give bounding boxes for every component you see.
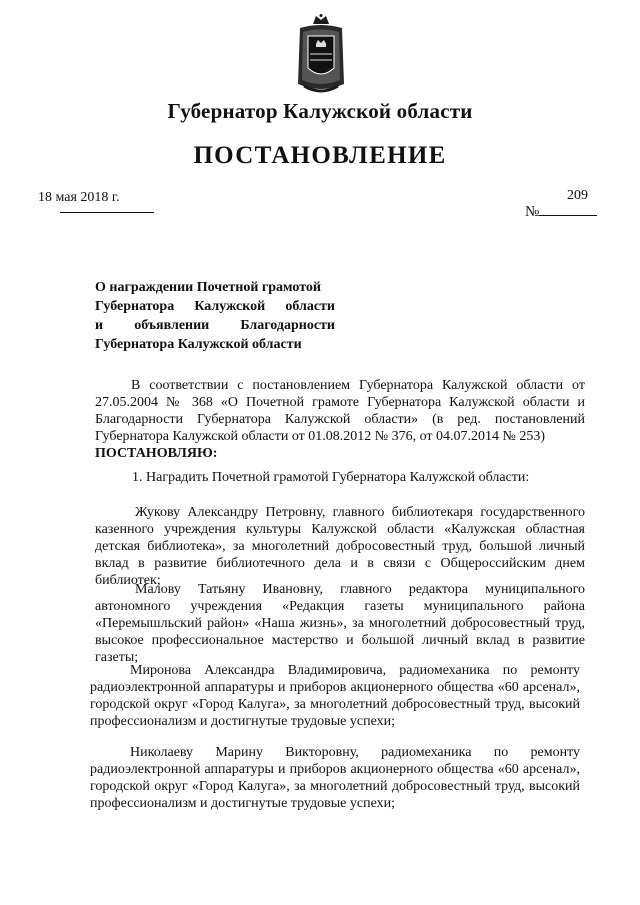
decree-word: ПОСТАНОВЛЯЮ: [95, 446, 218, 461]
item-1-heading: 1. Наградить Почетной грамотой Губернатора Калужской области: [132, 470, 530, 485]
document-type-title: ПОСТАНОВЛЕНИЕ [193, 142, 447, 169]
document-date-block [38, 190, 154, 213]
subject-word: Благодарности [240, 318, 335, 333]
subject-word: области [285, 299, 335, 314]
awardee-entry: Николаеву Марину Викторовну, радиомеханика по ремонту радиоэлектронной аппаратуры и приборов акционерного общества «60 арсенал», городской округ «Город Калуга», за многолетний добросовестный труд, высокий профессионализм и достигнутые трудовые успехи; [90, 745, 580, 811]
document-number-block [525, 203, 597, 221]
awardee-entry: Жукову Александру Петровну, главного библиотекаря государственного казенного учреждения культуры Калужской области «Калужская областная детская библиотека», за многолетний добросовестный труд, большой личный вклад в развитие библиотечного дела и в связи с Общероссийским днем библиотек; [95, 505, 585, 588]
preamble-text: В соответствии с постановлением Губернатора Калужской области от 27.05.2004 № 368 «О Почетной грамоте Губернатора Калужской области и Благодарности Губернатора Калужской области» (в ред. постановлений Губернатора Калужской области от 01.08.2012 № 376, от 04.07.2014 № 253) [95, 378, 585, 444]
subject-line-4: Губернатора Калужской области [95, 337, 302, 352]
awardee-entry: Малову Татьяну Ивановну, главного редактора муниципального автономного учреждения «Редакция газеты муниципального района «Перемышльский район» «Наша жизнь», за многолетний добросовестный труд, высокое профессиональное мастерство и большой личный вклад в развитие газеты; [95, 582, 585, 665]
subject-line-2 [95, 297, 335, 316]
issuing-authority: Губернатор Калужской области [167, 99, 473, 123]
subject-word: Калужской [194, 299, 266, 314]
document-subject [95, 278, 335, 354]
date-underline [60, 212, 154, 213]
preamble [95, 377, 585, 462]
awardee-entry: Миронова Александра Владимировича, радиомеханика по ремонту радиоэлектронной аппаратуры и приборов акционерного общества «60 арсенал», городской округ «Город Калуга», за многолетний добросовестный труд, высокий профессионализм и достигнутые трудовые успехи; [90, 663, 580, 729]
subject-word: объявлении [134, 318, 210, 333]
subject-word: и [95, 318, 104, 333]
subject-line-3 [95, 316, 335, 335]
document-number: 209 [567, 188, 588, 203]
subject-word: Губернатора [95, 299, 175, 314]
subject-line-1: О награждении Почетной грамотой [95, 280, 321, 295]
coat-of-arms-icon [294, 14, 348, 96]
number-sign: № [525, 204, 540, 220]
number-underline [539, 203, 597, 216]
document-date: 18 мая 2018 г. [38, 190, 120, 205]
